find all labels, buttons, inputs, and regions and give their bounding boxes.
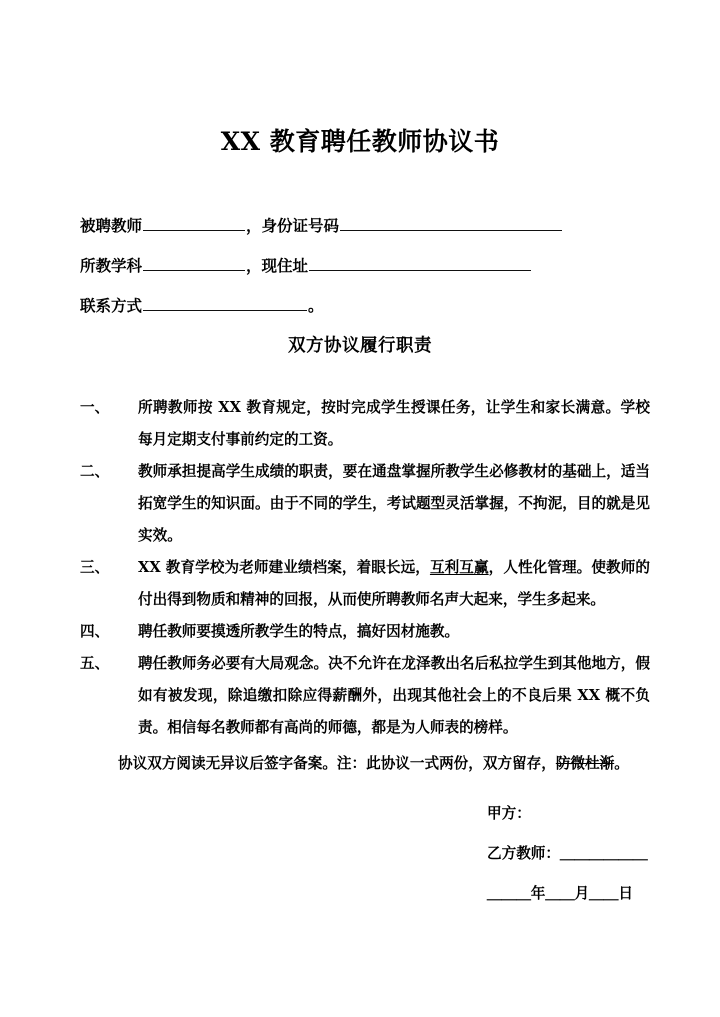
clause-text: 教师承担提高学生成绩的职责，要在通盘掌握所教学生必修教材的基础上，适当拓宽学生的知识面。由于不同的学生，考试题型灵活掌握，不拘泥，目的就是见实效。 [138, 463, 650, 544]
form-row-contact [80, 286, 600, 326]
clause-item [80, 648, 650, 744]
clause-number: 四、 [80, 623, 110, 640]
clause-item [80, 552, 650, 616]
separator-2: ， [246, 256, 262, 275]
input-appointed-teacher[interactable] [143, 215, 245, 231]
label-appointed-teacher: 被聘教师 [80, 216, 143, 235]
label-subject-taught: 所教学科 [80, 256, 143, 275]
page-title: XX 教育聘任教师协议书 [220, 127, 500, 156]
label-id-number: 身份证号码 [261, 216, 340, 235]
clause-text-after: ，人性化管理。使教师的付出得到物质和精神的回报，从而使所聘教师名声大起来，学生多起来。 [138, 559, 650, 608]
clause-item [80, 392, 650, 456]
clause-text: 聘任教师要摸透所教学生的特点，搞好因材施教。 [138, 623, 460, 640]
clause-number: 二、 [80, 463, 110, 480]
separator-1: ， [246, 216, 262, 235]
clause-text: 聘任教师务必要有大局观念。决不允许在龙泽教出名后私拉学生到其他地方，假如有被发现，除追缴扣除应得薪酬外，出现其他社会上的不良后果 XX 概不负责。相信每名教师都有高尚的师德，都是为人师表的榜样。 [138, 655, 650, 736]
clause-number: 一、 [80, 399, 110, 416]
input-subject-taught[interactable] [143, 255, 245, 271]
signature-party-b[interactable]: 乙方教师：＿＿＿＿＿＿ [487, 845, 648, 862]
closing-note-after: 。 [614, 755, 629, 772]
form-fields-block [80, 206, 600, 326]
clause-text [138, 552, 650, 616]
clause-text-before: XX 教育学校为老师建业绩档案，着眼长远， [138, 559, 430, 576]
section-heading-duties: 双方协议履行职责 [288, 336, 432, 356]
clause-text-underlined: 互利互赢 [429, 559, 489, 576]
closing-note-before: 协议双方阅读无异议后签字备案。注：此协议一式两份，双方留存， [118, 755, 556, 772]
clause-number: 三、 [80, 559, 110, 576]
clause-item [80, 616, 650, 648]
label-contact-method: 联系方式 [80, 296, 143, 315]
signature-party-a: 甲方： [487, 805, 531, 822]
input-contact-method[interactable] [143, 295, 307, 311]
input-current-address[interactable] [309, 255, 531, 271]
label-current-address: 现住址 [261, 256, 309, 275]
closing-note-marked: 防微杜渐 [555, 755, 615, 772]
clause-item [80, 456, 650, 552]
terminator-contact: 。 [308, 296, 324, 315]
clause-number: 五、 [80, 655, 110, 672]
closing-note [118, 748, 658, 780]
signature-date-line[interactable]: ＿＿＿年＿＿月＿＿日 [487, 885, 633, 902]
clause-text: 所聘教师按 XX 教育规定，按时完成学生授课任务，让学生和家长满意。学校每月定期支付事前约定的工资。 [138, 399, 650, 448]
form-row-subject-address [80, 246, 600, 286]
signature-block [487, 794, 717, 914]
clause-list [80, 392, 650, 744]
input-id-number[interactable] [340, 215, 562, 231]
form-row-teacher-id [80, 206, 600, 246]
